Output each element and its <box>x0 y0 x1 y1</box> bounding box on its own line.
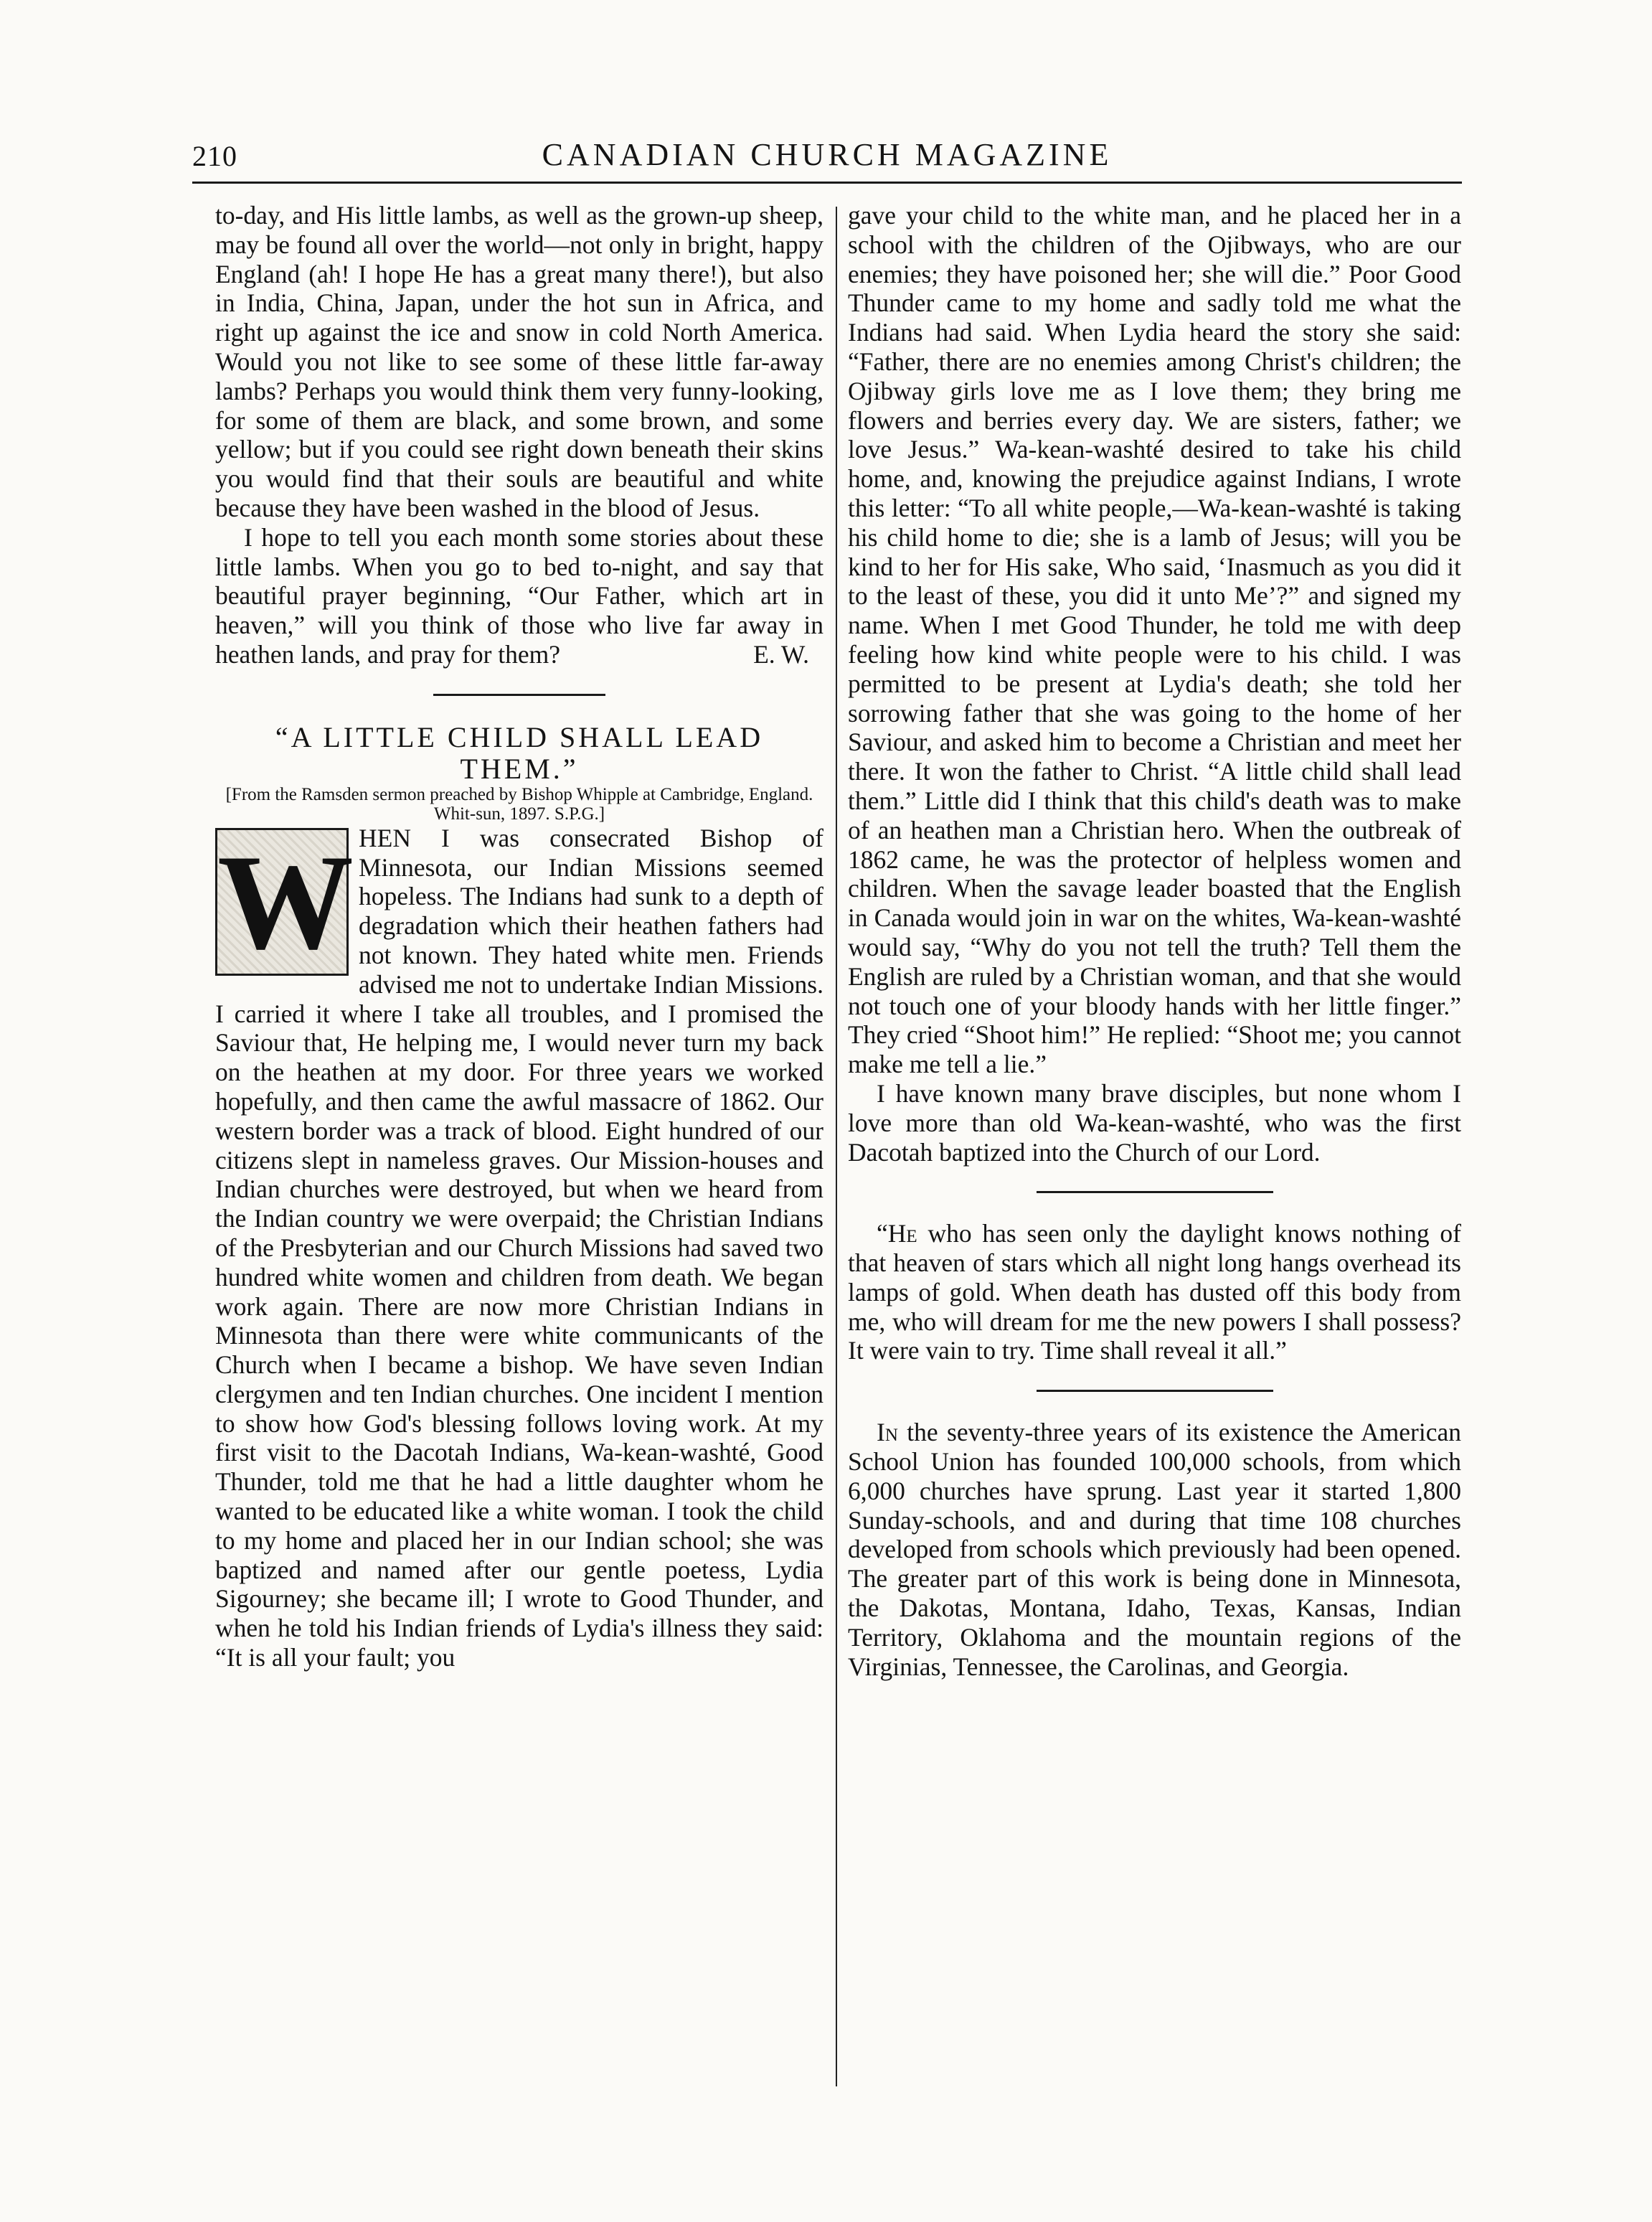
dropcap-ornament <box>215 827 354 978</box>
left-paragraph-2-text: I hope to tell you each month some stories about these little lambs. When you go to bed to-night, and say that beautiful prayer beginning, “Our Father, which art in heaven,” will you think of those who live far away in heathen lands, and pray for them? <box>215 522 823 669</box>
left-paragraph-2 <box>215 523 823 669</box>
quote-body: who has seen only the daylight knows nothing of that heaven of stars which all night long hangs overhead its lamps of gold. When death has dusted off this body from me, who will dream for me the new powers I shall possess? It were vain to try. Time shall reveal it all.” <box>848 1219 1461 1365</box>
article-title: “A LITTLE CHILD SHALL LEAD THEM.” <box>275 720 764 785</box>
page-header <box>192 136 1462 179</box>
running-title: CANADIAN CHURCH MAGAZINE <box>542 137 1113 172</box>
section-divider <box>433 694 605 696</box>
article-paragraph-1 <box>215 824 823 1672</box>
note-lead: In <box>877 1418 898 1447</box>
note-body: the seventy-three years of its existence the American School Union has founded 100,000 schools, from which 6,000 churches have sprung. Last year it started 1,800 Sunday-schools, and and during that time 108 churches developed from schools which previously had been opened. The greater part of this work is being done in Minnesota, the Dakotas, Montana, Idaho, Texas, Kansas, Indian Territory, Oklahoma and the mountain regions of the Virginias, Tennessee, the Carolinas, and Georgia. <box>848 1418 1461 1681</box>
article-paragraph-1-text: HEN I was consecrated Bishop of Minnesota, our Indian Missions seemed hopeless. The Indians had sunk to a depth of degradation which their heathen fathers had not known. They hated white men. Friends advised me not to undertake Indian Missions. I carried it where I take all troubles, and I promised the Saviour that, He helping me, I would never turn my back on the heathen at my door. For three years we worked hopefully, and then came the awful massacre of 1862. Our western border was a track of blood. Eight hundred of our citizens slept in nameless graves. Our Mission-houses and Indian churches were destroyed, but when we heard from the Indian country we were overpaid; the Christian Indians of the Presbyterian and our Church Missions had saved two hundred white women and children from death. We began work again. There are now more Christian Indians in Minnesota than there were white communicants of the Church when I became a bishop. We have seven Indian clergymen and ten Indian churches. One incident I mention to show how God's blessing follows loving work. At my first visit to the Dacotah Indians, Wa-kean-washté, Good Thunder, told me that he had a little daughter whom he wanted to be educated like a white woman. I took the child to my home and placed her in our Indian school; she was baptized and named after our gentle poetess, Lydia Sigourney; she became ill; I wrote to Good Thunder, and when he told his Indian friends of Lydia's illness they said: “It is all your fault; you <box>215 823 823 1672</box>
dropcap-letter: W <box>217 827 354 978</box>
right-paragraph-2: I have known many brave disciples, but none whom I love more than old Wa-kean-washté, who was the first Dacotah baptized into the Church of our Lord. <box>848 1078 1461 1167</box>
header-rule <box>192 182 1462 184</box>
quote-lead: “He <box>877 1219 917 1248</box>
quote-divider <box>1037 1191 1273 1193</box>
right-paragraph-1: gave your child to the white man, and he placed her in a school with the children of the Ojibways, who are our enemies; they have poisoned her; she will die.” Poor Good Thunder came to my home and sadly told me what the Indians had said. When Lydia heard the story she said: “Father, there are no enemies among Christ's children; the Ojibway girls love me as I love them; they bring me flowers and berries every day. We are sisters, father; we love Jesus.” Wa-kean-washté desired to take his child home, and, knowing the prejudice against Indians, I wrote this letter: “To all white people,—Wa-kean-washté is taking his child home to die; she is a lamb of Jesus; will you be kind to her for His sake, Who said, ‘Inasmuch as you did it to the least of these, you did it unto Me’?” and signed my name. When I met Good Thunder, he told me with deep feeling how kind white people were to his child. I was permitted to be present at Lydia's death; she told her sorrowing father that she was going to the home of her Saviour, and asked him to become a Christian and meet her there. It won the father to Christ. “A little child shall lead them.” Little did I think that this child's death was to make of an heathen man a Christian hero. When the outbreak of 1862 came, he was the protector of helpless women and children. When the savage leader boasted that the English in Canada would join in war on the whites, Wa-kean-washté would say, “Why do you not tell the truth? Tell them the English are ruled by a Christian woman, and that she would not touch one of your bloody hands with her little finger.” They cried “Shoot him!” He replied: “Shoot me; you cannot make me tell a lie.” <box>848 201 1461 1079</box>
right-column <box>848 201 1461 1681</box>
note-divider <box>1037 1390 1273 1392</box>
column-divider <box>836 207 837 2086</box>
signature: E. W. <box>753 639 809 669</box>
left-paragraph-1: to-day, and His little lambs, as well as the grown-up sheep, may be found all over the world—not only in bright, happy England (ah! I hope He has a great many there!), but also in India, China, Japan, under the hot sun in Africa, and right up against the ice and snow in cold North America. Would you not like to see some of these little far-away lambs? Perhaps you would think them very funny-looking, for some of them are black, and some brown, and some yellow; but if you could see right down beneath their skins you would find that their souls are beautiful and white because they have been washed in the blood of Jesus. <box>215 201 823 522</box>
note-paragraph <box>848 1418 1461 1681</box>
page-number: 210 <box>192 140 237 172</box>
source-note: [From the Ramsden sermon preached by Bishop Whipple at Cambridge, England. Whit-sun, 1897. S.P.G.] <box>225 784 813 824</box>
quote-paragraph <box>848 1219 1461 1365</box>
left-column <box>215 201 823 1672</box>
